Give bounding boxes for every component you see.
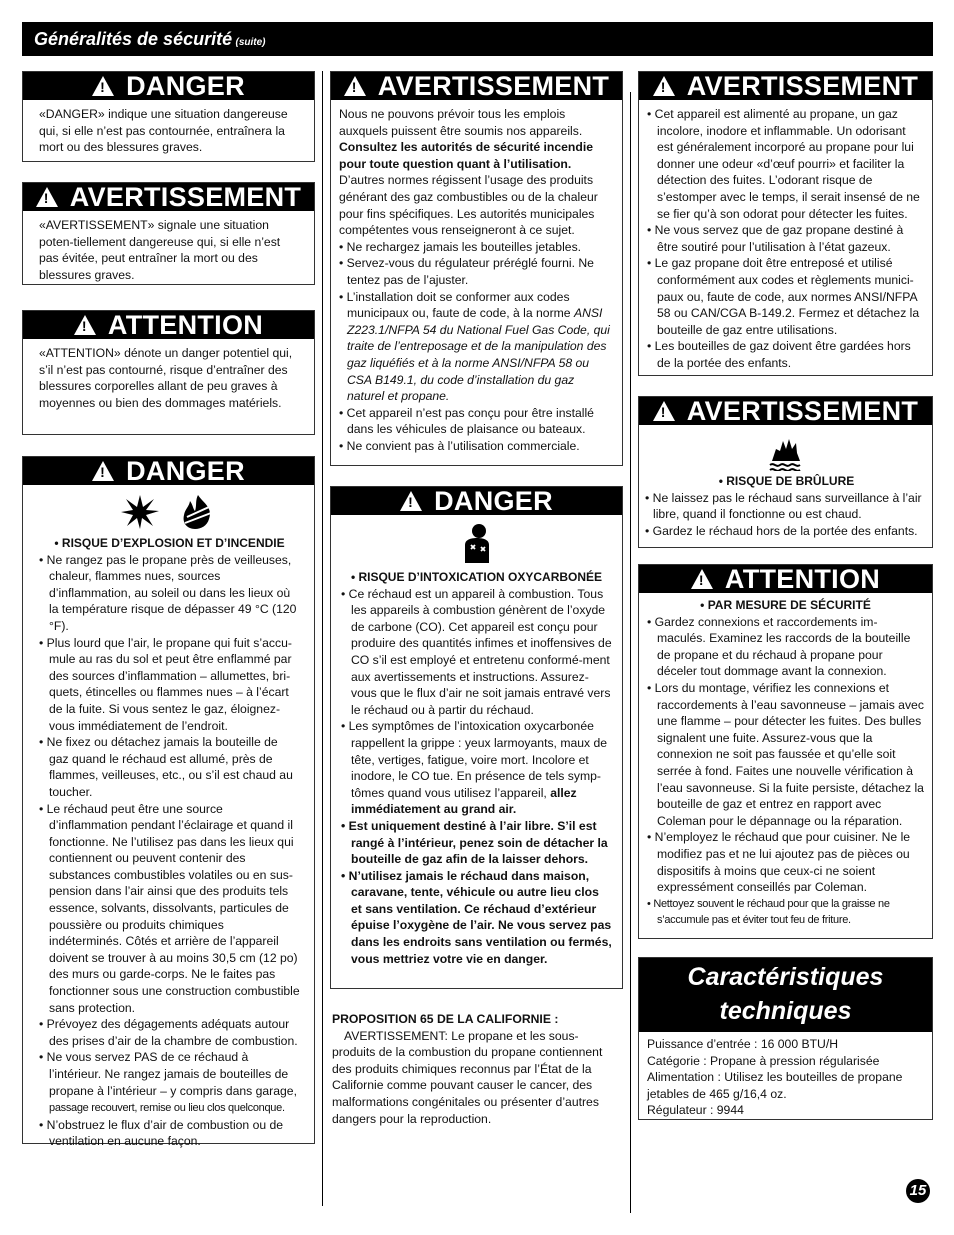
box-body xyxy=(23,535,314,1158)
list-item: • N’employez le réchaud que pour cuisiner. Ne le modifiez pas et ne lui ajoutez pas de pièces ou dispositifs à moins que ceux-ci ne soient expressément conseillés par Coleman. xyxy=(647,829,924,895)
propane-warning-box xyxy=(638,71,933,376)
warning-triangle-icon xyxy=(74,315,96,335)
intro-bold: Consultez les autorités de sécurité incendie pour toute question quant à l’utilisation. xyxy=(339,140,593,171)
warning-triangle-icon xyxy=(92,461,114,481)
spec-line: Alimentation : Utilisez les bouteilles de propane jetables de 465 g/16,4 oz. xyxy=(647,1070,903,1101)
spec-line: Puissance d’entrée : 16 000 BTU/H xyxy=(647,1037,839,1051)
technical-specs-box xyxy=(638,957,933,1120)
specs-title-line1: Caractéristiques xyxy=(687,963,884,991)
attention-banner xyxy=(639,565,932,593)
warning-triangle-icon xyxy=(344,76,366,96)
hazard-title: • RISQUE D’EXPLOSION ET D’INCENDIE xyxy=(54,536,285,550)
warning-list xyxy=(339,239,612,455)
avertissement-definition-box xyxy=(22,182,315,285)
list-item: • Plus lourd que l’air, le propane qui fuit s’accu-mule au ras du sol et peut être enflammé par des sources d’inflammation – allumettes, bri-quets, étincelles ou flammes nues – à l’écart de la fuite. Si vous sentez le gaz, éloignez-vous immédiatement de l’endroit. xyxy=(39,635,300,735)
warning-triangle-icon xyxy=(400,491,422,511)
specs-title-line2: techniques xyxy=(719,997,852,1025)
person-coughing-icon xyxy=(461,523,493,563)
warning-triangle-icon xyxy=(653,76,675,96)
danger-definition-box xyxy=(22,71,315,162)
co-danger-box xyxy=(330,486,623,989)
burned-hand-icon xyxy=(766,431,806,471)
warning-list xyxy=(647,106,924,372)
warning-triangle-icon xyxy=(691,569,713,589)
list-item xyxy=(39,1049,300,1116)
attention-definition-box xyxy=(22,310,315,435)
right-column xyxy=(638,71,933,1136)
spec-line: Régulateur : 9944 xyxy=(647,1103,744,1118)
item-text-condensed: passage recouvert, remise ou lieu clos quelconque. xyxy=(49,1102,285,1115)
intro-rest: D’autres normes régissent l’usage des produits générant des gaz combustibles ou de la chaleur pour fins spécifiques. Les autorités municipales compétentes vous renseigneront à ce sujet. xyxy=(339,173,598,238)
box-body xyxy=(639,100,932,380)
list-item: • Lors du montage, vérifiez les connexions et raccordements à l’eau savonneuse – jamais avec une flamme – pour détecter les fuites. Des bulles signalent une fuite. Assurez-vous que la connexion ne soit pas faussée et qu’elle soit serrée à fond. Faites une nouvelle vérification à l’eau savonneuse. Si la fuite persiste, détachez la bouteille de gaz et entrez en rapport avec Coleman pour le dépannage ou la réparation. xyxy=(647,680,924,829)
hazard-icons xyxy=(23,485,314,535)
box-body xyxy=(23,211,314,291)
list-item xyxy=(341,718,612,818)
specs-banner xyxy=(639,958,932,1032)
banner-heading: AVERTISSEMENT xyxy=(686,396,919,426)
list-item: • N’obstruez le flux d’air de combustion ou de ventilation en aucune façon. xyxy=(39,1117,300,1150)
intro-text xyxy=(339,106,612,239)
box-body xyxy=(639,593,932,937)
item-text-italic: ANSI Z223.1/NFPA 54 du National Fuel Gas Code, qui traite de l’entreposage et de la manipulation des gaz liquéfiés et à la norme ANSI/NFPA 58 ou CSA B149.1, du code d’installation du gaz naturel et propane. xyxy=(347,306,610,404)
column-divider xyxy=(630,92,631,1213)
banner-heading: ATTENTION xyxy=(107,310,264,340)
banner-heading: DANGER xyxy=(126,71,245,101)
banner-heading: AVERTISSEMENT xyxy=(69,182,302,212)
hazard-title: • RISQUE DE BRÛLURE xyxy=(718,474,855,488)
definition-text: «DANGER» indique une situation dangereuse qui, si elle n’est pas contournée, entraînera la mort ou des blessures graves. xyxy=(39,107,288,155)
list-item: • Gardez le réchaud hors de la portée des enfants. xyxy=(645,523,928,540)
danger-banner xyxy=(23,457,314,485)
banner-heading: ATTENTION xyxy=(724,564,881,594)
spec-line: Catégorie : Propane à pression régularisée xyxy=(647,1053,880,1068)
hazard-icons xyxy=(639,425,932,473)
item-text: Les symptômes de l’intoxication oxycarbonée rappellent la grippe : yeux larmoyants, maux de tête, vertiges, fatigue, voire mort. Incolore et inodore, le CO tue. En présence de tels symp-tômes quand vous utilisez l’appareil, xyxy=(348,719,608,800)
left-column xyxy=(22,71,315,1160)
warning-triangle-icon xyxy=(653,401,675,421)
list-item: • Cet appareil n’est pas conçu pour être installé dans les véhicules de plaisance ou bateaux. xyxy=(339,405,612,438)
list-item: • Les bouteilles de gaz doivent être gardées hors de la portée des enfants. xyxy=(647,338,924,371)
section-title-suffix: (suite) xyxy=(235,37,266,48)
list-item: • Le réchaud peut être une source d’inflammation pendant l’éclairage et quand il fonctionne. Ne l’utilisez pas dans les lieux qui contiennent ou peuvent contenir des substances combustibles volatiles ou en sus-pension dans l’air ainsi que des produits tels essence, solvants, dissolvants, particules de poussière ou produits chimiques indéterminés. Côtés et arrière de l’appareil doivent se trouver à au moins 30,5 cm (12 po) des murs ou garde-corps. Ne le faites pas fonctionner sous une construction combustible sans protection. xyxy=(39,801,300,1017)
list-item: • Ne rangez pas le propane près de veilleuses, chaleur, flammes nues, sources d’inflammation, au soleil ou dans les lieux où la température risque de dépasser 49 °C (120 °F). xyxy=(39,552,300,635)
usage-warning-box xyxy=(330,71,623,466)
intro-sentence: Nous ne pouvons prévoir tous les emplois auxquels puissent être soumis nos appareils. xyxy=(339,107,583,138)
banner-heading: DANGER xyxy=(434,486,553,516)
banner-heading: DANGER xyxy=(126,456,245,486)
definition-text: «AVERTISSEMENT» signale une situation poten-tiellement dangereuse qui, si elle n’est pas évitée, peut entraîner la mort ou des blessures graves. xyxy=(39,218,281,282)
burn-warning-box xyxy=(638,396,933,548)
avertissement-banner xyxy=(331,72,622,100)
hazard-title: • RISQUE D’INTOXICATION OXYCARBONÉE xyxy=(350,570,603,584)
hazard-title: • PAR MESURE DE SÉCURITÉ xyxy=(700,598,871,612)
section-header xyxy=(22,22,933,56)
warning-triangle-icon xyxy=(92,76,114,96)
avertissement-banner xyxy=(639,72,932,100)
page-number: 15 xyxy=(906,1179,930,1203)
list-item: • Est uniquement destiné à l’air libre. S’il est rangé à l’intérieur, penez soin de détacher la bouteille de gaz afin de la laisser dehors. xyxy=(341,818,612,868)
box-body xyxy=(331,569,622,975)
box-body xyxy=(639,473,932,547)
list-item: • Le gaz propane doit être entreposé et utilisé conformément aux codes et règlements munici-paux ou, faute de code, aux normes ANSI/NFPA 58 ou CAN/CGA B-149.2. Fermez et détachez la bouteille de gaz entre utilisations. xyxy=(647,255,924,338)
list-item: • Ne laissez pas le réchaud sans surveillance à l’air libre, quand il fonctionne ou est chaud. xyxy=(645,490,928,523)
prop65-text: AVERTISSEMENT: Le propane et les sous-produits de la combustion du propane contiennent des produits chimiques reconnus par l’État de la Californie comme pouvant causer le cancer, des malformations congénitales ou présenter d’autres dangers pour la reproduction. xyxy=(332,1028,603,1126)
attention-banner xyxy=(23,311,314,339)
list-item: • Ne rechargez jamais les bouteilles jetables. xyxy=(339,239,612,256)
avertissement-banner xyxy=(23,183,314,211)
list-item: • Ne convient pas à l’utilisation commerciale. xyxy=(339,438,612,455)
middle-column xyxy=(330,71,623,1127)
section-title: Généralités de sécurité xyxy=(34,29,233,49)
column-divider xyxy=(322,71,323,1206)
list-item: • Ne fixez ou détachez jamais la bouteille de gaz quand le réchaud est allumé, près de flammes, veilleuses, etc., ou s’il est chaud au toucher. xyxy=(39,734,300,800)
list-item: • Nettoyez souvent le réchaud pour que la graisse ne s’accumule pas et éviter tout feu de friture. xyxy=(647,896,924,929)
specs-body xyxy=(639,1032,932,1123)
item-text: L’installation doit se conformer aux codes municipaux ou, faute de code, à la norme xyxy=(346,289,571,321)
definition-text: «ATTENTION» dénote un danger potentiel qui, s’il n’est pas contourné, risque d’entraîner des blessures corporelles allant de peu graves à moyennes ou bien des dommages matériels. xyxy=(39,346,293,410)
danger-banner xyxy=(331,487,622,515)
item-text: Ne vous servez PAS de ce réchaud à l’intérieur. Ne rangez jamais de bouteilles de propane à l’intérieur – y compris dans garage, xyxy=(46,1050,297,1098)
prop65-title: PROPOSITION 65 DE LA CALIFORNIE : xyxy=(332,1012,559,1026)
list-item: • Ne vous servez que de gaz propane destiné à être soutiré pour l’utilisation à l’état gazeux. xyxy=(647,222,924,255)
banner-heading: AVERTISSEMENT xyxy=(686,71,919,101)
hazard-list xyxy=(341,586,612,968)
hazard-list xyxy=(39,552,300,1150)
fire-icon xyxy=(179,495,217,529)
safety-list xyxy=(647,614,924,929)
item-text-bold: allez immédiatement au grand air. xyxy=(351,785,577,817)
list-item: • Prévoyez des dégagements adéquats autour des prises d’air de la chambre de combustion. xyxy=(39,1016,300,1049)
box-body xyxy=(23,339,314,419)
hazard-icons xyxy=(331,515,622,569)
list-item: • Servez-vous du régulateur préréglé fourni. Ne tentez pas de l’ajuster. xyxy=(339,255,612,288)
box-body xyxy=(23,100,314,164)
list-item: • Ce réchaud est un appareil à combustion. Tous les appareils à combustion génèrent de l’oxyde de carbone (CO). Cet appareil est conçu pour produire des quantités infimes et inoffensives de CO s’il est employé et entretenu conformé-ment aux avertissements et instructions. Assurez-vous que le flux d’air ne soit jamais entravé vers le réchaud ou à partir du réchaud. xyxy=(341,586,612,719)
warning-triangle-icon xyxy=(36,187,58,207)
banner-heading: AVERTISSEMENT xyxy=(377,71,610,101)
box-body xyxy=(331,100,622,462)
avertissement-banner xyxy=(639,397,932,425)
explosion-danger-box xyxy=(22,456,315,1149)
danger-banner xyxy=(23,72,314,100)
explosion-icon xyxy=(121,495,159,529)
safety-attention-box xyxy=(638,564,933,939)
warning-list xyxy=(645,490,928,540)
list-item: • Cet appareil est alimenté au propane, un gaz incolore, inodore et inflammable. Un odorisant est généralement incorporé au propane pour lui donner une odeur «d’œuf pourri» et faciliter la détection des fuites. L’odorant risque de s’estomper avec le temps, il serait insensé de ne se fier qu’à son odorat pour détecter les fuites. xyxy=(647,106,924,222)
prop65-notice xyxy=(330,1005,623,1127)
list-item xyxy=(339,289,612,405)
list-item: • Gardez connexions et raccordements im-maculés. Examinez les raccords de la bouteille de propane et du réchaud à propane pour déceler tout dommage avant la connexion. xyxy=(647,614,924,680)
list-item: • N’utilisez jamais le réchaud dans maison, caravane, tente, véhicule ou autre lieu clos et sans ventilation. Ce réchaud d’extérieur épuise l’oxygène de l’air. Ne vous servez pas dans les endroits sans ventilation ou fermés, vous mettriez votre vie en danger. xyxy=(341,868,612,968)
